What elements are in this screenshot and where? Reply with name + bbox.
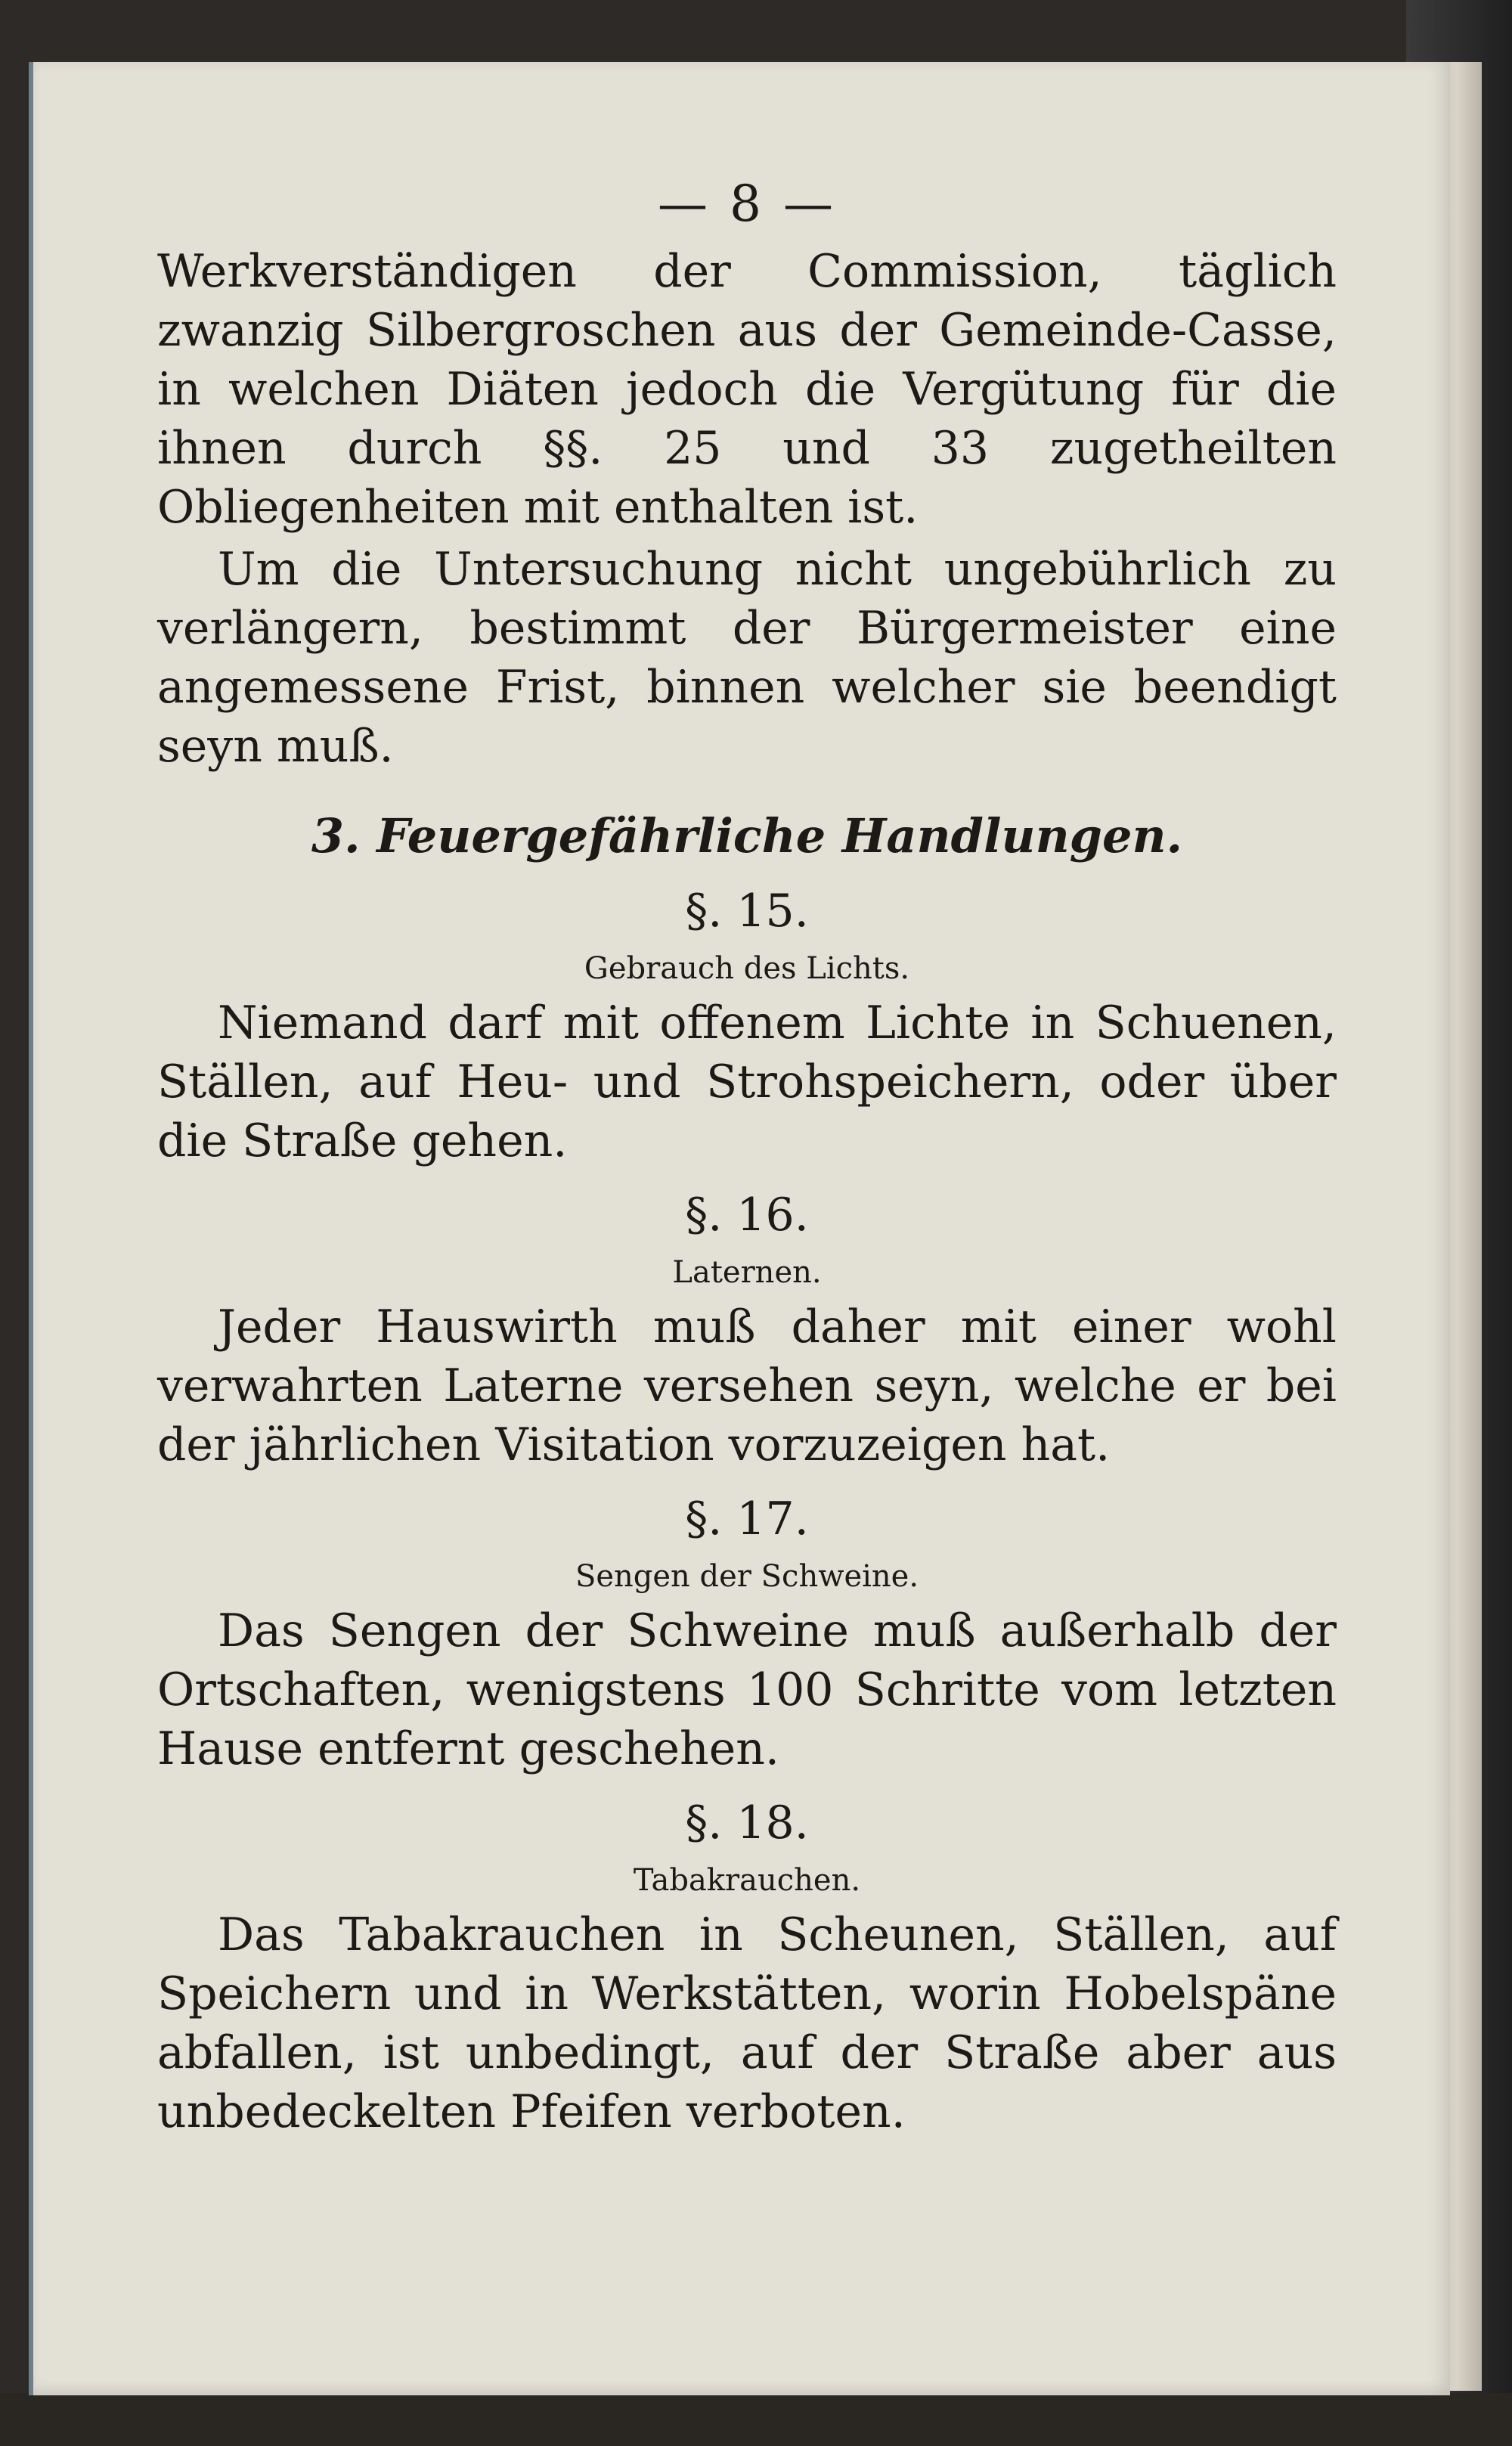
paragraph-text: Niemand darf mit offenem Lichte in Schuenen, Ställen, auf Heu- und Strohspeichern, oder über die Straße gehen. <box>157 997 1337 1167</box>
paragraph-number: §. 17. <box>685 1493 809 1545</box>
section-17 <box>157 1491 1337 1778</box>
page-number: — 8 — <box>658 175 836 233</box>
paragraph-text: Jeder Hauswirth muß daher mit einer wohl verwahrten Laterne versehen seyn, welche er bei der jährlichen Visitation vorzuzeigen hat. <box>157 1301 1337 1471</box>
section-18 <box>157 1795 1337 2141</box>
paragraph-title: Sengen der Schweine. <box>575 1559 919 1594</box>
section-heading: 3. Feuergefährliche Handlungen. <box>311 808 1183 863</box>
second-paragraph: Um die Untersuchung nicht ungebührlich zu verlängern, bestimmt der Bürgermeister eine angemessene Frist, binnen welcher sie beendigt seyn muß. <box>157 543 1337 773</box>
paragraph-number: §. 18. <box>685 1797 809 1849</box>
paragraph-text: Das Tabakrauchen in Scheunen, Ställen, auf Speichern und in Werkstätten, worin Hobelspäne abfallen, ist unbedingt, auf der Straße aber aus unbedeckelten Pfeifen verboten. <box>157 1908 1337 2138</box>
section-16 <box>157 1187 1337 1474</box>
paragraph-title: Gebrauch des Lichts. <box>584 951 910 986</box>
paragraph-title: Laternen. <box>672 1255 822 1290</box>
paragraph-text: Das Sengen der Schweine muß außerhalb der Ortschaften, wenigstens 100 Schritte vom letzten Hause entfernt geschehen. <box>157 1604 1337 1775</box>
scanner-background-bottom <box>0 2393 1512 2446</box>
paragraph-number: §. 16. <box>685 1189 809 1242</box>
page-text <box>157 174 1337 2141</box>
paragraph-title: Tabakrauchen. <box>633 1863 861 1898</box>
section-15 <box>157 883 1337 1170</box>
intro-paragraph: Werkverständigen der Commission, täglich zwanzig Silbergroschen aus der Gemeinde-Casse, in welchen Diäten jedoch die Vergütung für die ihnen durch §§. 25 und 33 zugetheilten Obliegenheiten mit enthalten ist. <box>157 245 1337 534</box>
paragraph-number: §. 15. <box>685 885 809 938</box>
